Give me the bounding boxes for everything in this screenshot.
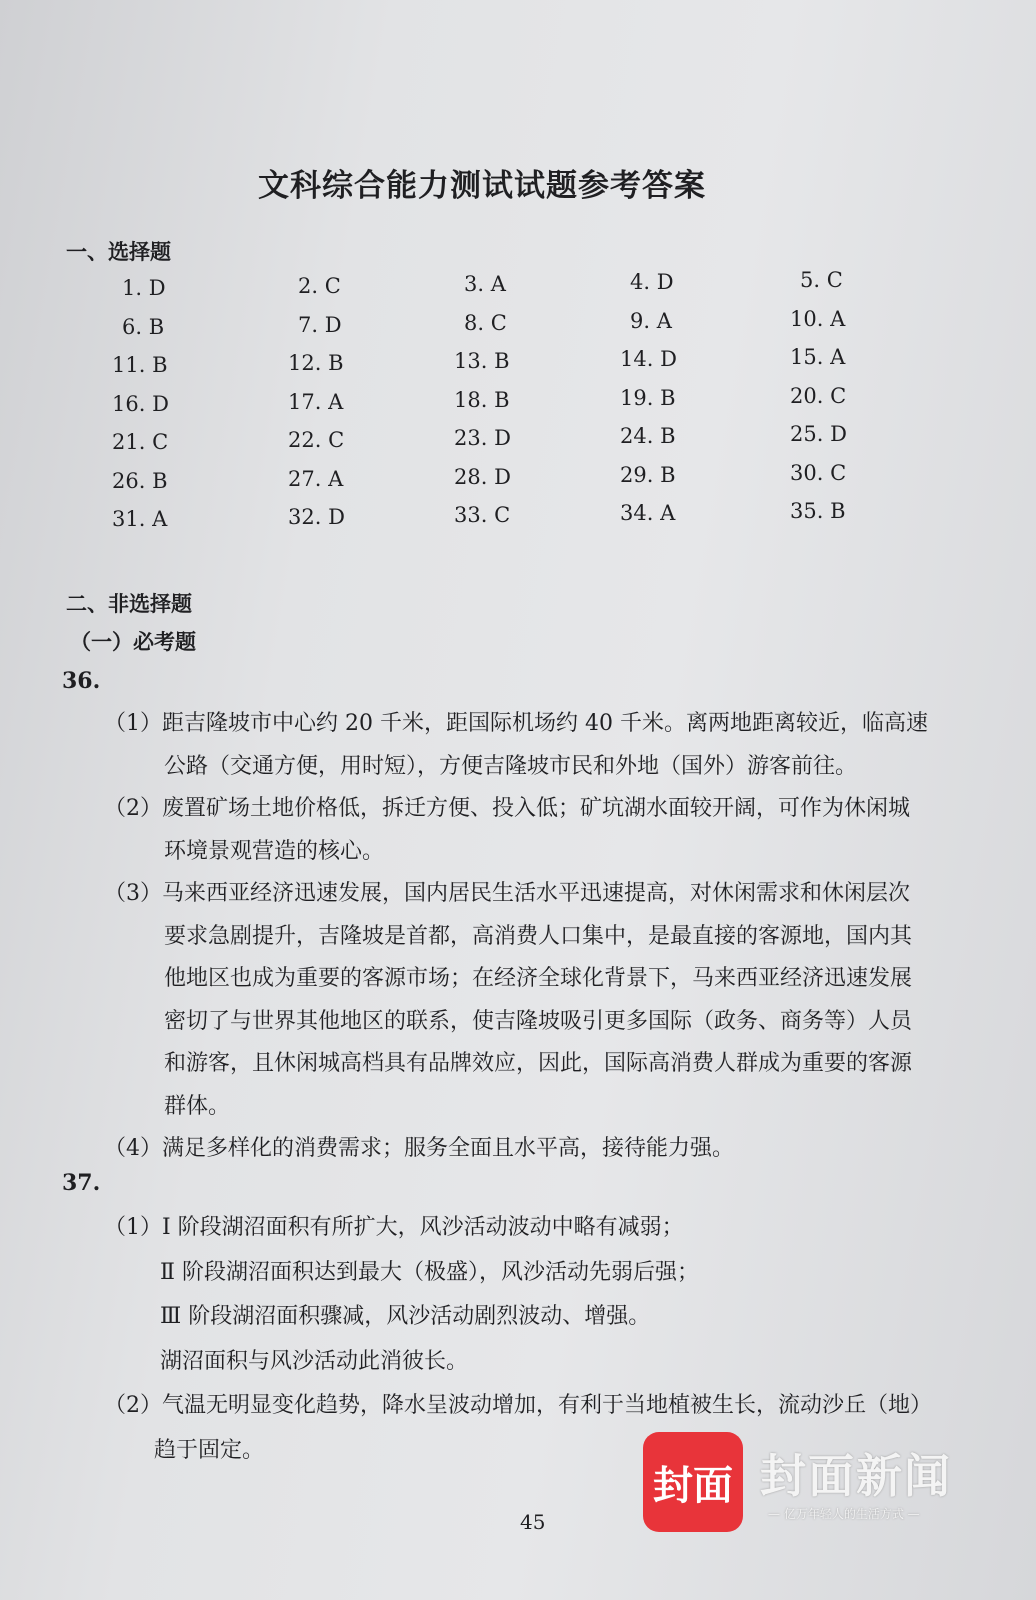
answer-item: 34. A xyxy=(620,501,676,525)
answer-item: 30. C xyxy=(790,460,847,485)
answer-item: 5. C xyxy=(800,268,843,292)
answer-item: 20. C xyxy=(790,383,847,408)
answer-item: 33. C xyxy=(454,503,511,527)
answer-item: 1. D xyxy=(122,276,166,300)
answer-item: 18. B xyxy=(454,387,510,412)
answer-item: 22. C xyxy=(288,428,345,452)
page-number: 45 xyxy=(520,1510,546,1534)
answer-item: 35. B xyxy=(790,499,846,523)
answer-item: 21. C xyxy=(112,430,169,454)
answer-item: 24. B xyxy=(620,424,676,448)
answer-line: 和游客，且休闲城高档具有品牌效应，因此，国际高消费人群成为重要的客源 xyxy=(164,1051,913,1076)
answer-line: 环境景观营造的核心。 xyxy=(164,838,385,864)
answer-line: 公路（交通方便，用时短），方便吉隆坡市民和外地（国外）游客前往。 xyxy=(164,753,858,779)
answer-item: 2. C xyxy=(298,274,341,298)
subsection-heading: （一）必考题 xyxy=(70,629,196,654)
section-choice-heading: 一、选择题 xyxy=(66,239,171,264)
answer-item: 7. D xyxy=(298,312,342,337)
answer-item: 19. B xyxy=(620,385,676,410)
answer-item: 3. A xyxy=(464,272,506,296)
answer-item: 23. D xyxy=(454,426,511,450)
answer-line: （4）满足多样化的消费需求；服务全面且水平高，接待能力强。 xyxy=(104,1136,734,1161)
section-nonchoice-heading: 二、非选择题 xyxy=(66,591,192,616)
answer-item: 10. A xyxy=(790,306,846,331)
answer-line: Ⅲ 阶段湖沼面积骤减，风沙活动剧烈波动、增强。 xyxy=(160,1304,651,1329)
answer-item: 11. B xyxy=(112,353,168,377)
answer-line: 密切了与世界其他地区的联系，使吉隆坡吸引更多国际（政务、商务等）人员 xyxy=(164,1008,913,1034)
answer-line: 群体。 xyxy=(164,1093,231,1119)
answer-item: 32. D xyxy=(288,505,345,529)
answer-item: 4. D xyxy=(630,270,674,294)
answer-item: 27. A xyxy=(288,466,344,491)
answer-item: 29. B xyxy=(620,462,676,487)
answer-line: （2）气温无明显变化趋势，降水呈波动增加，有利于当地植被生长，流动沙丘（地） xyxy=(104,1393,932,1418)
answer-line: 他地区也成为重要的客源市场；在经济全球化背景下，马来西亚经济迅速发展 xyxy=(164,966,913,991)
answer-line: （3）马来西亚经济迅速发展，国内居民生活水平迅速提高，对休闲需求和休闲层次 xyxy=(104,881,910,906)
question-36-number: 36. xyxy=(62,668,101,694)
answer-item: 16. D xyxy=(112,391,169,416)
watermark-slogan: — 亿万年轻人的生活方式 — xyxy=(768,1507,920,1521)
answer-line: 湖沼面积与风沙活动此消彼长。 xyxy=(160,1348,469,1374)
answer-item: 14. D xyxy=(620,347,677,371)
answer-line: 趋于固定。 xyxy=(154,1437,265,1463)
answer-line: 要求急剧提升，吉隆坡是首都，高消费人口集中，是最直接的客源地，国内其 xyxy=(164,923,913,949)
answer-line: （1）距吉隆坡市中心约 20 千米，距国际机场约 40 千米。离两地距离较近，临高速 xyxy=(104,711,928,736)
answer-item: 26. B xyxy=(112,468,168,493)
answer-item: 6. B xyxy=(122,314,165,339)
question-37-number: 37. xyxy=(62,1170,101,1196)
answer-item: 12. B xyxy=(288,351,344,375)
answer-item: 15. A xyxy=(790,345,846,369)
answer-item: 17. A xyxy=(288,389,344,414)
answer-item: 8. C xyxy=(464,310,507,335)
answer-line: Ⅱ 阶段湖沼面积达到最大（极盛），风沙活动先弱后强； xyxy=(160,1259,699,1285)
watermark-logo: 封面 xyxy=(643,1432,743,1532)
answer-item: 13. B xyxy=(454,349,510,373)
answer-line: （1）Ⅰ 阶段湖沼面积有所扩大，风沙活动波动中略有减弱； xyxy=(104,1215,684,1240)
answer-item: 25. D xyxy=(790,422,847,446)
answer-item: 31. A xyxy=(112,507,168,531)
answer-line: （2）废置矿场土地价格低，拆迁方便、投入低；矿坑湖水面较开阔，可作为休闲城 xyxy=(104,796,910,821)
watermark-brand: 封面新闻 xyxy=(760,1449,952,1503)
answer-item: 9. A xyxy=(630,308,672,333)
answer-item: 28. D xyxy=(454,464,511,489)
page-title: 文科综合能力测试试题参考答案 xyxy=(258,168,706,204)
